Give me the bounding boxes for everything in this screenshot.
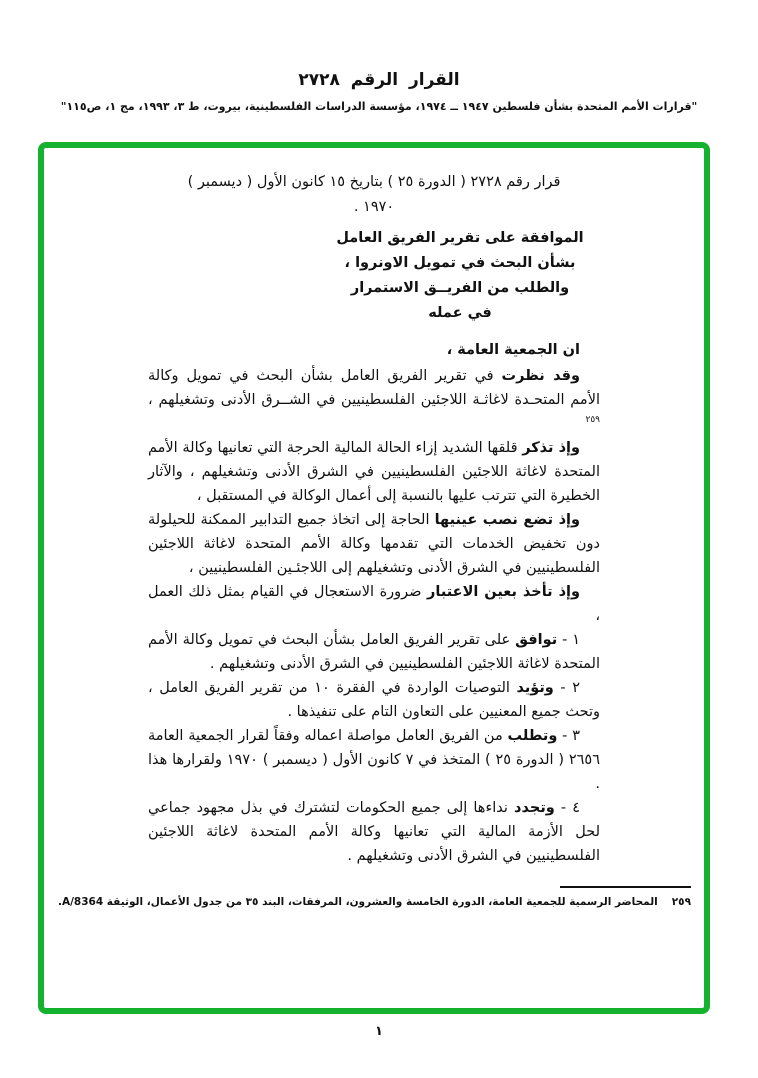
resolution-paragraph — [148, 364, 600, 436]
heading-line: في عمله — [428, 305, 492, 321]
source-citation: "قرارات الأمم المتحدة بشأن فلسطين ١٩٤٧ ــ ١٩٧٤، مؤسسة الدراسات الفلسطينية، بيروت، ط ٣، ١٩٩٣، مج ١، ص١١٥" — [60, 100, 698, 113]
paragraph-lead: وإذ تأخذ بعين الاعتبار — [427, 584, 580, 600]
paragraph-text: التوصيات الواردة في الفقرة ١٠ من تقرير الفريق العامل ، وتحث جميع المعنيين على التعاون التام على تنفيذها . — [148, 680, 600, 720]
resolution-paragraph — [148, 436, 600, 508]
paragraph-lead: وتؤيد — [516, 680, 554, 696]
assembly-opening: ان الجمعية العامة ، — [446, 342, 580, 358]
paragraph-text: الحاجة إلى اتخاذ جميع التدابير الممكنة للحيلولة دون تخفيض الخدمات التي تقدمها وكالة الأمم المتحدة لاغاثة اللاجئين الفلسطينيين في الشرق الأدنى وتشغيلهم إلى اللاجئـين الفلسطينيين ، — [148, 512, 600, 576]
resolution-paragraph-numbered — [148, 628, 600, 676]
paragraph-number: ٣ - — [557, 728, 581, 744]
paragraph-lead: توافق — [515, 632, 558, 648]
page-number: ١ — [375, 1024, 383, 1039]
paragraph-lead: وتجدد — [514, 800, 555, 816]
heading-line: والطلب من الفريــق الاستمرار — [350, 280, 570, 296]
footnote-separator-rule — [560, 886, 691, 888]
resolution-heading — [334, 226, 586, 326]
resolution-body — [148, 170, 600, 868]
paragraph-text: ضرورة الاستعجال في القيام بمثل ذلك العمل ، — [148, 584, 600, 624]
footnote-text: المحاضر الرسمية للجمعية العامة، الدورة الخامسة والعشرون، المرفقات، البند ٣٥ من جدول الأعمال، الوثيقة A/8364. — [57, 896, 658, 908]
heading-line: بشأن البحث في تمويل الاونروا ، — [344, 255, 576, 271]
paragraph-lead: وإذ تضع نصب عينيها — [434, 512, 580, 528]
paragraph-number: ١ - — [557, 632, 580, 648]
resolution-intro-line2: ١٩٧٠ . — [353, 199, 395, 215]
paragraph-text: نداءها إلى جميع الحكومات لتشترك في بذل مجهود جماعي لحل الأزمة المالية التي تعانيها وكالة الأمم المتحدة لاغاثة اللاجئين الفلسطينيين في الشرق الأدنى وتشغيلهم . — [148, 800, 600, 864]
resolution-paragraph-numbered — [148, 724, 600, 796]
paragraph-number: ٢ - — [553, 680, 580, 696]
paragraph-lead: وإذ تذكر — [522, 440, 581, 456]
paragraph-number: ٤ - — [554, 800, 581, 816]
resolution-green-box — [38, 142, 710, 1014]
paragraph-text: على تقرير الفريق العامل بشأن البحث في تمويل وكالة الأمم المتحدة لاغاثة اللاجئين الفلسطينيين في الشرق الأدنى وتشغيلهم . — [148, 632, 600, 672]
footnote-marker: ٢٥٩ — [671, 896, 691, 908]
paragraph-text: في تقرير الفريق العامل بشأن البحث في تمويل وكالة الأمم المتحـدة لاغاثـة اللاجئين الفلسطينيين في الشــرق الأدنى وتشغيلهم ، — [148, 368, 600, 408]
resolution-paragraph — [148, 580, 600, 628]
paragraph-lead: وقد نظرت — [501, 368, 580, 384]
resolution-paragraph-numbered — [148, 796, 600, 868]
footnote-reference: ٢٥٩ — [585, 415, 600, 426]
resolution-intro — [148, 170, 600, 220]
resolution-intro-line1: قرار رقم ٢٧٢٨ ( الدورة ٢٥ ) بتاريخ ١٥ كانون الأول ( ديسمبر ) — [187, 174, 561, 190]
paragraph-lead: وتطلب — [507, 728, 558, 744]
resolution-paragraph — [148, 508, 600, 580]
heading-line: الموافقة على تقرير الفريق العامل — [336, 230, 584, 246]
paragraph-text: من الفريق العامل مواصلة اعماله وفقاً لقرار الجمعية العامة ٢٦٥٦ ( الدورة ٢٥ ) المتخذ في ٧ كانون الأول ( ديسمبر ) ١٩٧٠ ولقرارها هذا . — [148, 728, 600, 792]
page-title: القرار الرقم ٢٧٢٨ — [298, 70, 460, 90]
footnote — [57, 895, 691, 909]
paragraph-text: قلقها الشديد إزاء الحالة المالية الحرجة التي تعانيها وكالة الأمم المتحدة لاغاثة اللاجئين الفلسطينيين في الشرق الأدنى وتشغيلهم ، والآثار الخطيرة التي تترتب عليها بالنسبة إلى أعمال الوكالة في المستقبل ، — [148, 440, 600, 504]
resolution-paragraph-numbered — [148, 676, 600, 724]
footnote-section — [57, 886, 691, 909]
